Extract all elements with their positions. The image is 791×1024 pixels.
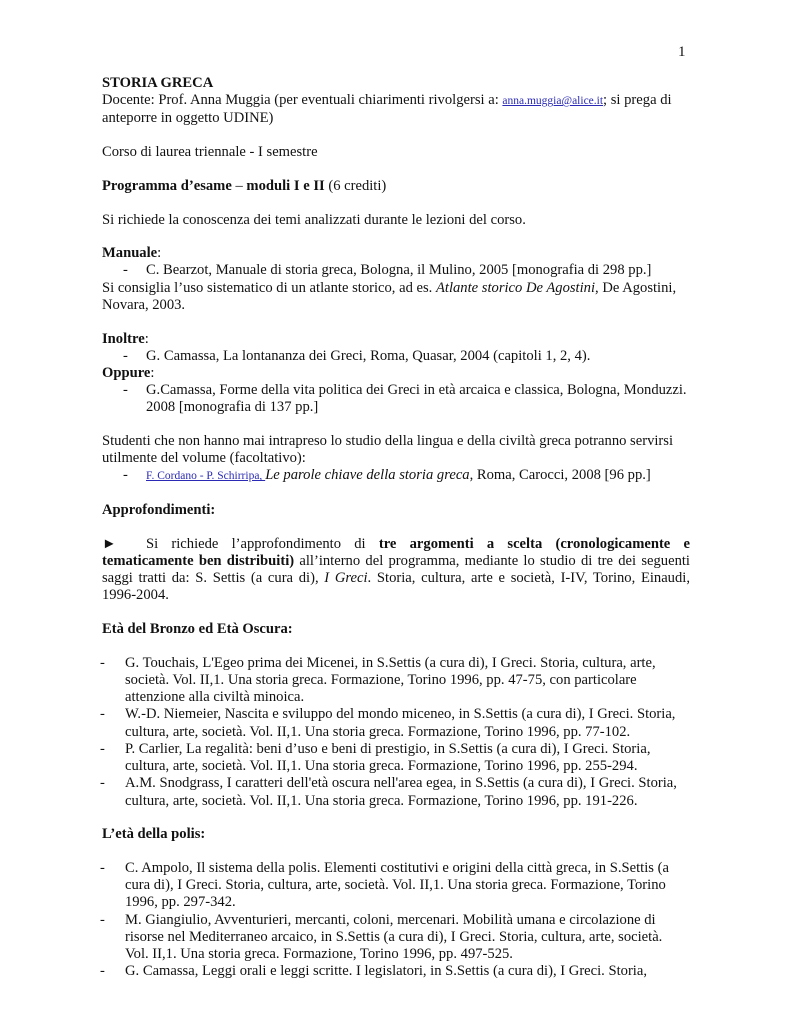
manuale-item: - C. Bearzot, Manuale di storia greca, Bologna, il Mulino, 2005 [monografia di 298 pp.] (123, 262, 652, 279)
polis-heading: L’età della polis: (102, 826, 206, 843)
email-link[interactable]: anna.muggia@alice.it (502, 95, 604, 108)
cordano-link[interactable]: F. Cordano - P. Schirripa, (146, 470, 266, 483)
oppure-heading: Oppure: (102, 364, 155, 381)
programma-heading: Programma d’esame – moduli I e II (6 crediti) (102, 177, 387, 194)
bronzo-list (102, 655, 690, 810)
atlante-line2: Novara, 2003. (102, 296, 186, 313)
atlante-line: Si consiglia l’uso sistematico di un atlante storico, ad es. Atlante storico De Agostini, De Agostini, (102, 279, 677, 296)
richiede-line: Si richiede la conoscenza dei temi analizzati durante le lezioni del corso. (102, 211, 526, 228)
approfondimenti-paragraph: ► Si richiede l’approfondimento di tre argomenti a scelta (cronologicamente e tematicamente ben distribuiti) all’interno del programma, mediante lo studio di tre dei seguenti saggi tratti da: S. Settis (a cura di), I Greci. Storia, cultura, arte e società, I-IV, Torino, Einaudi, 1996-2004. (102, 535, 690, 604)
bronzo-heading: Età del Bronzo ed Età Oscura: (102, 621, 293, 638)
studenti-line2: utilmente del volume (facoltativo): (102, 450, 306, 467)
document-body (102, 75, 690, 980)
corso-line: Corso di laurea triennale - I semestre (102, 144, 318, 161)
docente-line2: anteporre in oggetto UDINE) (102, 110, 274, 127)
course-title: STORIA GRECA (102, 75, 214, 91)
cordano-item: - F. Cordano - P. Schirripa, Le parole chiave della storia greca, Roma, Carocci, 2008 [96 pp.] (123, 467, 651, 484)
list-item: - C. Ampolo, Il sistema della polis. Elementi costitutivi e origini della città greca, in S.Settis (a cura di), I Greci. Storia, cultura, arte, società. Vol. II,1. Una storia greca. Formazione, Torino 1996, pp. 297-342. (100, 859, 669, 911)
list-item: - A.M. Snodgrass, I caratteri dell'età oscura nell'area egea, in S.Settis (a cura di), I Greci. Storia, cultura, arte, società. Vol. II,1. Una storia greca. Formazione, Torino 1996, pp. 191-226. (100, 775, 677, 809)
arrow-icon: ► (102, 535, 117, 552)
list-item: - G. Touchais, L'Egeo prima dei Micenei, in S.Settis (a cura di), I Greci. Storia, cultura, arte, società. Vol. II,1. Una storia greca. Formazione, Torino 1996, pp. 47-75, con particolare attenzione alla civiltà minoica. (100, 654, 656, 706)
list-item: - G. Camassa, Leggi orali e leggi scritte. I legislatori, in S.Settis (a cura di), I Greci. Storia, (100, 963, 647, 980)
approfondimenti-heading: Approfondimenti: (102, 502, 216, 519)
inoltre-item: - G. Camassa, La lontananza dei Greci, Roma, Quasar, 2004 (capitoli 1, 2, 4). (123, 347, 591, 364)
list-item: - W.-D. Niemeier, Nascita e sviluppo del mondo miceneo, in S.Settis (a cura di), I Greci. Storia, cultura, arte, società. Vol. II,1. Una storia greca. Formazione, Torino 1996, pp. 77-102. (100, 706, 676, 740)
manuale-heading: Manuale: (102, 245, 162, 262)
studenti-line: Studenti che non hanno mai intrapreso lo studio della lingua e della civiltà greca potranno servirsi (102, 433, 674, 450)
oppure-item: - G.Camassa, Forme della vita politica dei Greci in età arcaica e classica, Bologna, Monduzzi. 2008 [monografia di 137 pp.] (123, 382, 687, 416)
list-item: - M. Giangiulio, Avventurieri, mercanti, coloni, mercenari. Mobilità umana e circolazione di risorse nel Mediterraneo arcaico, in S.Settis (a cura di), I Greci. Storia, cultura, arte, società. Vol. II,1. Una storia greca. Formazione, Torino 1996, pp. 497-525. (100, 911, 663, 962)
polis-list (102, 860, 690, 980)
list-item: - P. Carlier, La regalità: beni d’uso e beni di prestigio, in S.Settis (a cura di), I Greci. Storia, cultura, arte, società. Vol. II,1. Una storia greca. Formazione, Torino 1996, pp. 255-294. (100, 740, 651, 775)
docente-line: Docente: Prof. Anna Muggia (per eventuali chiarimenti rivolgersi a: anna.muggia@alice.it; si prega di (102, 92, 672, 109)
page-number: 1 (678, 44, 686, 60)
inoltre-heading: Inoltre: (102, 330, 149, 347)
